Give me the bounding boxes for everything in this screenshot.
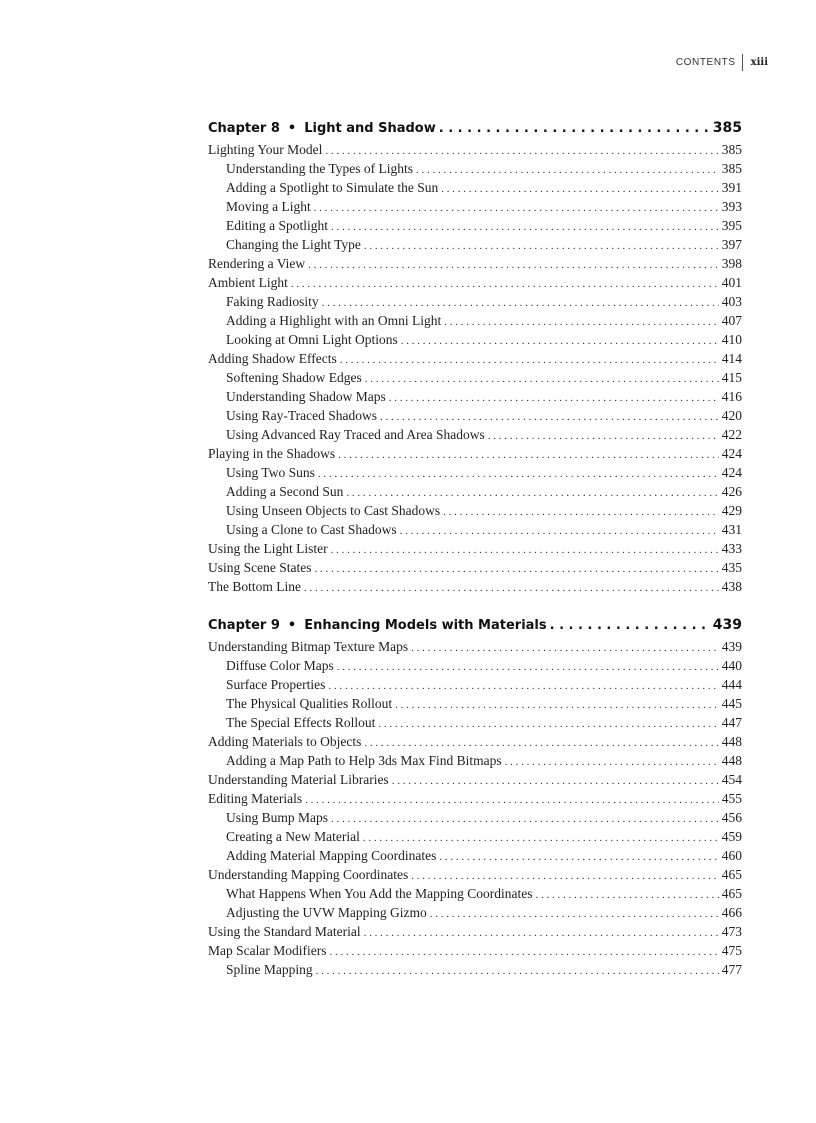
- toc-entry-page: 456: [721, 810, 742, 825]
- toc-entry-title: Softening Shadow Edges: [226, 370, 362, 385]
- leader-dots: [314, 202, 719, 214]
- toc-entry[interactable]: [208, 905, 742, 924]
- toc-entry-page: 385: [721, 161, 742, 176]
- toc-entry-title: What Happens When You Add the Mapping Coordinates: [226, 886, 533, 901]
- toc-entry-page: 410: [721, 332, 742, 347]
- toc-entry-title: Using Bump Maps: [226, 810, 329, 825]
- leader-dots: [411, 870, 719, 882]
- toc-entry-title: Playing in the Shadows: [208, 446, 336, 461]
- toc-entry-page: 393: [721, 199, 742, 214]
- toc-entry[interactable]: [208, 715, 742, 734]
- toc-entry-page: 433: [721, 541, 742, 556]
- toc-entry-title: The Physical Qualities Rollout: [226, 696, 393, 711]
- leader-dots: [329, 946, 718, 958]
- toc-entry-title: Understanding Mapping Coordinates: [208, 867, 409, 882]
- leader-dots: [378, 718, 718, 730]
- chapter-title: Enhancing Models with Materials: [304, 618, 547, 633]
- toc-entry[interactable]: [208, 503, 742, 522]
- toc-entry[interactable]: [208, 541, 742, 560]
- toc-entry[interactable]: [208, 484, 742, 503]
- leader-dots: [550, 618, 710, 633]
- toc-entry[interactable]: [208, 370, 742, 389]
- toc-entry-page: 465: [721, 867, 742, 882]
- toc-entry[interactable]: [208, 943, 742, 962]
- toc-entry-title: Adding Shadow Effects: [208, 351, 337, 366]
- toc-entry-title: Adding a Highlight with an Omni Light: [226, 313, 442, 328]
- toc-entry[interactable]: [208, 579, 742, 598]
- toc-entry-page: 429: [721, 503, 742, 518]
- toc-entry[interactable]: [208, 256, 742, 275]
- toc-entry[interactable]: [208, 639, 742, 658]
- toc-entry-title: Faking Radiosity: [226, 294, 319, 309]
- toc-entry-page: 447: [721, 715, 742, 730]
- toc-entry-page: 473: [721, 924, 742, 939]
- toc-entry-page: 407: [721, 313, 742, 328]
- toc-entry-title: Using the Standard Material: [208, 924, 361, 939]
- leader-dots: [346, 487, 718, 499]
- toc-entry-page: 385: [721, 142, 742, 157]
- toc-entry[interactable]: [208, 848, 742, 867]
- toc-entry-page: 444: [721, 677, 742, 692]
- toc-entry-title: Understanding Shadow Maps: [226, 389, 386, 404]
- leader-dots: [535, 889, 718, 901]
- toc-entry-title: Lighting Your Model: [208, 142, 323, 157]
- toc-entry-page: 431: [721, 522, 742, 537]
- toc-entry-title: Looking at Omni Light Options: [226, 332, 398, 347]
- toc-entry[interactable]: [208, 275, 742, 294]
- leader-dots: [363, 832, 719, 844]
- toc-entry[interactable]: [208, 294, 742, 313]
- toc-entry[interactable]: [208, 734, 742, 753]
- toc-entry-page: 424: [721, 446, 742, 461]
- toc-entry[interactable]: [208, 446, 742, 465]
- toc-entry-title: Adjusting the UVW Mapping Gizmo: [226, 905, 427, 920]
- toc-entry[interactable]: [208, 886, 742, 905]
- toc-entry-page: 426: [721, 484, 742, 499]
- toc-entry[interactable]: [208, 142, 742, 161]
- running-head: [676, 53, 768, 71]
- toc-entry-title: Map Scalar Modifiers: [208, 943, 327, 958]
- toc-entry-page: 401: [721, 275, 742, 290]
- toc-entry-title: Using Scene States: [208, 560, 312, 575]
- toc-entry-page: 465: [721, 886, 742, 901]
- toc-entry-title: Changing the Light Type: [226, 237, 361, 252]
- toc-entry-title: Using Advanced Ray Traced and Area Shadows: [226, 427, 485, 442]
- running-head-section: CONTENTS: [675, 56, 736, 68]
- toc-entry[interactable]: [208, 465, 742, 484]
- toc-entry[interactable]: [208, 161, 742, 180]
- toc-entry-title: The Special Effects Rollout: [226, 715, 376, 730]
- toc-entry-page: 466: [721, 905, 742, 920]
- toc-entry-page: 477: [721, 962, 742, 977]
- chapter-8-heading[interactable]: [208, 120, 742, 142]
- toc-entry[interactable]: [208, 791, 742, 810]
- toc-entry-title: Adding Materials to Objects: [208, 734, 362, 749]
- leader-dots: [338, 449, 719, 461]
- chapter-label: Chapter 8: [208, 121, 280, 136]
- toc-entry[interactable]: [208, 829, 742, 848]
- chapter-page: 439: [712, 617, 742, 633]
- toc-entry-page: 416: [721, 389, 742, 404]
- leader-dots: [441, 183, 719, 195]
- toc-entry-page: 454: [721, 772, 742, 787]
- toc-entry-page: 414: [721, 351, 742, 366]
- toc-entry[interactable]: [208, 237, 742, 256]
- toc-entry-title: Understanding Bitmap Texture Maps: [208, 639, 409, 654]
- toc-entry-page: 391: [721, 180, 742, 195]
- toc-entry-title: Using a Clone to Cast Shadows: [226, 522, 397, 537]
- toc-entry-title: Diffuse Color Maps: [226, 658, 334, 673]
- chapter-title: Light and Shadow: [304, 121, 436, 136]
- leader-dots: [364, 240, 719, 252]
- leader-dots: [488, 430, 719, 442]
- toc-entry[interactable]: [208, 408, 742, 427]
- toc-entry[interactable]: [208, 867, 742, 886]
- toc-entry-page: 397: [721, 237, 742, 252]
- toc-entry-title: Creating a New Material: [226, 829, 360, 844]
- toc-entry[interactable]: [208, 427, 742, 446]
- leader-dots: [392, 775, 719, 787]
- leader-dots: [322, 297, 719, 309]
- leader-dots: [439, 851, 718, 863]
- chapter-label: Chapter 9: [208, 618, 280, 633]
- toc-entry-page: 440: [721, 658, 742, 673]
- leader-dots: [340, 354, 719, 366]
- toc-entry[interactable]: [208, 962, 742, 981]
- toc-entry-page: 459: [721, 829, 742, 844]
- toc-entry[interactable]: [208, 810, 742, 829]
- chapter-9-entries: [208, 639, 742, 981]
- toc-entry-page: 424: [721, 465, 742, 480]
- toc-entry-page: 435: [721, 560, 742, 575]
- toc-entry-title: Adding a Second Sun: [226, 484, 344, 499]
- chapter-bullet: •: [287, 121, 297, 136]
- leader-dots: [304, 582, 719, 594]
- toc-entry[interactable]: [208, 522, 742, 541]
- toc-entry-page: 403: [721, 294, 742, 309]
- toc-entry-title: Rendering a View: [208, 256, 306, 271]
- leader-dots: [331, 813, 719, 825]
- toc-entry-title: Adding a Map Path to Help 3ds Max Find Bitmaps: [226, 753, 502, 768]
- toc-entry-page: 460: [721, 848, 742, 863]
- leader-dots: [325, 145, 718, 157]
- toc-entry-page: 439: [721, 639, 742, 654]
- toc-entry[interactable]: [208, 351, 742, 370]
- chapter-8-entries: [208, 142, 742, 598]
- leader-dots: [389, 392, 719, 404]
- toc-entry-page: 438: [721, 579, 742, 594]
- chapter-bullet: •: [287, 618, 297, 633]
- leader-dots: [305, 794, 719, 806]
- toc-entry[interactable]: [208, 696, 742, 715]
- leader-dots: [400, 525, 719, 537]
- toc-entry-title: The Bottom Line: [208, 579, 301, 594]
- toc-entry[interactable]: [208, 332, 742, 351]
- leader-dots: [318, 468, 719, 480]
- leader-dots: [291, 278, 719, 290]
- toc-entry-title: Understanding the Types of Lights: [226, 161, 414, 176]
- toc-entry[interactable]: [208, 677, 742, 696]
- toc-entry-page: 455: [721, 791, 742, 806]
- toc-entry-page: 448: [721, 734, 742, 749]
- leader-dots: [505, 756, 719, 768]
- leader-dots: [365, 373, 719, 385]
- toc-entry-title: Adding a Spotlight to Simulate the Sun: [226, 180, 439, 195]
- leader-dots: [439, 121, 710, 136]
- leader-dots: [416, 164, 719, 176]
- toc-entry-title: Using Two Suns: [226, 465, 315, 480]
- toc-entry-page: 445: [721, 696, 742, 711]
- toc-entry[interactable]: [208, 313, 742, 332]
- toc-entry-title: Editing a Spotlight: [226, 218, 329, 233]
- toc-entry-title: Adding Material Mapping Coordinates: [226, 848, 437, 863]
- page-number: xiii: [750, 56, 768, 68]
- leader-dots: [331, 221, 719, 233]
- toc-entry-title: Spline Mapping: [226, 962, 313, 977]
- toc-entry-title: Understanding Material Libraries: [208, 772, 389, 787]
- leader-dots: [444, 316, 719, 328]
- toc-entry-page: 448: [721, 753, 742, 768]
- toc-entry-page: 395: [721, 218, 742, 233]
- leader-dots: [443, 506, 719, 518]
- toc-entry-page: 415: [721, 370, 742, 385]
- leader-dots: [331, 544, 719, 556]
- toc-entry[interactable]: [208, 218, 742, 237]
- leader-dots: [430, 908, 719, 920]
- toc-entry[interactable]: [208, 658, 742, 677]
- leader-dots: [395, 699, 719, 711]
- leader-dots: [316, 965, 719, 977]
- toc-entry[interactable]: [208, 560, 742, 579]
- toc-entry[interactable]: [208, 389, 742, 408]
- toc-entry-title: Using the Light Lister: [208, 541, 328, 556]
- toc-entry-page: 422: [721, 427, 742, 442]
- leader-dots: [328, 680, 718, 692]
- toc-entry[interactable]: [208, 753, 742, 772]
- toc-entry[interactable]: [208, 772, 742, 791]
- leader-dots: [308, 259, 719, 271]
- toc-entry-page: 475: [721, 943, 742, 958]
- toc-entry-page: 398: [721, 256, 742, 271]
- toc-entry-title: Editing Materials: [208, 791, 303, 806]
- toc-entry[interactable]: [208, 924, 742, 943]
- toc-entry-title: Moving a Light: [226, 199, 311, 214]
- leader-dots: [364, 737, 718, 749]
- toc-entry-title: Ambient Light: [208, 275, 288, 290]
- leader-dots: [380, 411, 719, 423]
- toc-entry[interactable]: [208, 180, 742, 199]
- toc-entry-title: Using Ray-Traced Shadows: [226, 408, 377, 423]
- leader-dots: [411, 642, 719, 654]
- toc-entry-title: Using Unseen Objects to Cast Shadows: [226, 503, 441, 518]
- leader-dots: [401, 335, 719, 347]
- leader-dots: [337, 661, 719, 673]
- toc-entry-title: Surface Properties: [226, 677, 326, 692]
- chapter-page: 385: [712, 120, 742, 136]
- leader-dots: [364, 927, 719, 939]
- toc-entry-page: 420: [721, 408, 742, 423]
- chapter-9-heading[interactable]: [208, 617, 742, 639]
- toc-entry[interactable]: [208, 199, 742, 218]
- leader-dots: [315, 563, 719, 575]
